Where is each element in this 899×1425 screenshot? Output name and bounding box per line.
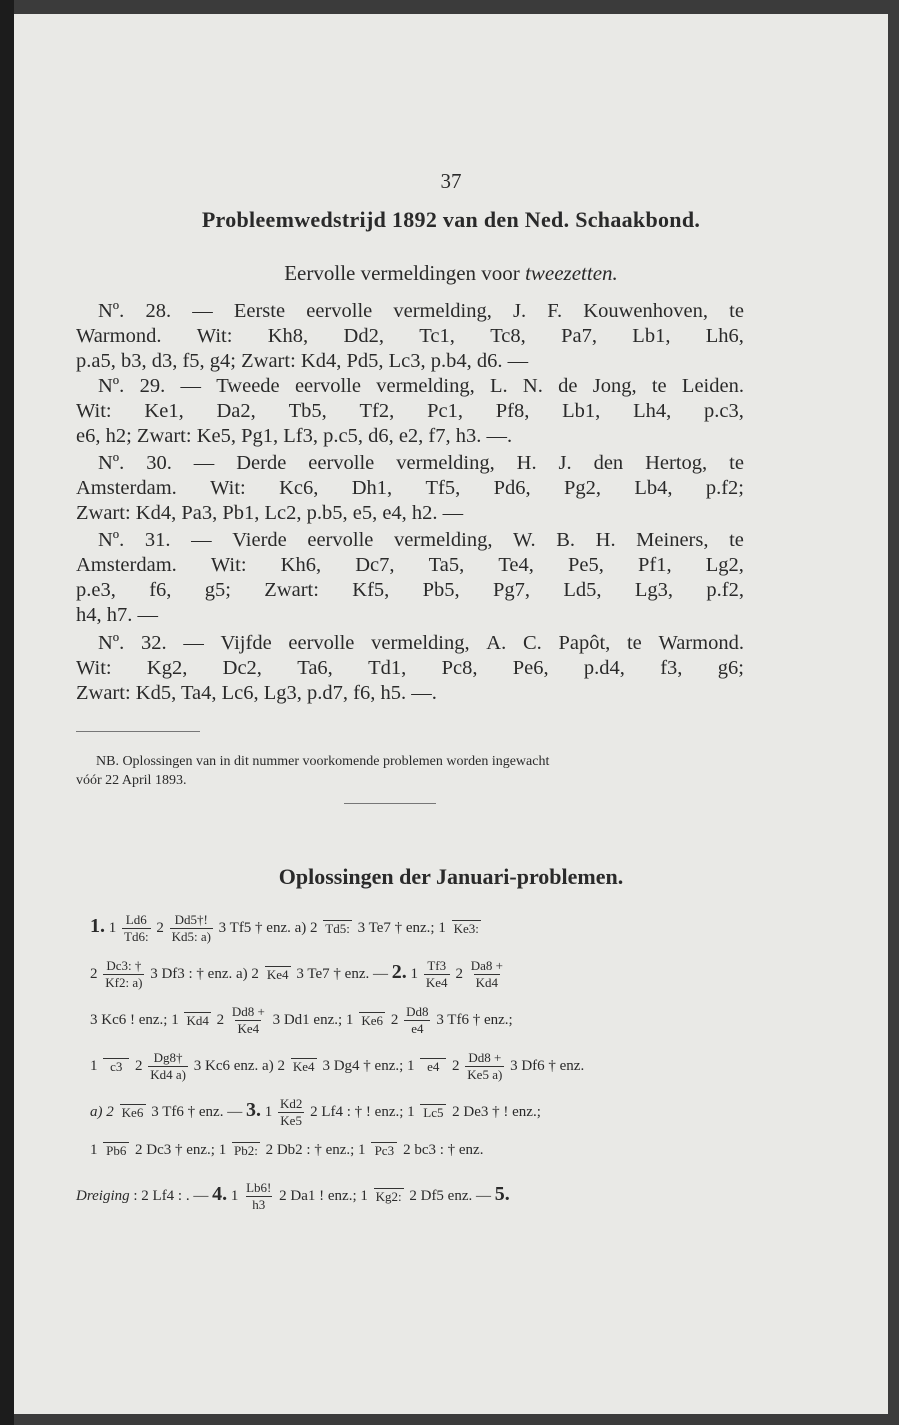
word: eervolle bbox=[307, 529, 374, 551]
move-top: Dc3: † bbox=[106, 958, 142, 973]
word: Lg3, bbox=[634, 579, 674, 601]
move-fraction bbox=[420, 1058, 446, 1075]
solution-row bbox=[90, 1050, 584, 1083]
solution-row bbox=[90, 958, 507, 991]
move-bottom: Pc3 bbox=[371, 1142, 397, 1159]
move-text: 2 bbox=[452, 1057, 460, 1074]
word: Nº. bbox=[98, 452, 125, 474]
move-fraction bbox=[278, 1096, 304, 1129]
word: Pf8, bbox=[495, 400, 530, 422]
move-text: 3 Dd1 enz.; 1 bbox=[272, 1011, 354, 1028]
move-top: Dg8† bbox=[153, 1050, 183, 1065]
move-fraction bbox=[323, 920, 352, 937]
move-top: Dd8 + bbox=[231, 1004, 265, 1019]
word: Wit: bbox=[76, 400, 112, 422]
word: te bbox=[729, 529, 744, 551]
move-fraction bbox=[452, 920, 481, 937]
word: Pg2, bbox=[563, 477, 601, 499]
move-bottom: Pb6 bbox=[103, 1142, 129, 1159]
move-text: 3 Te7 † enz. — bbox=[296, 965, 388, 982]
word: Wit: bbox=[210, 477, 246, 499]
move-bottom: Ke6 bbox=[120, 1104, 146, 1121]
word: Pc1, bbox=[427, 400, 463, 422]
word: Pd6, bbox=[493, 477, 531, 499]
move-text: 3 Df6 † enz. bbox=[510, 1057, 585, 1074]
word: Da2, bbox=[216, 400, 256, 422]
word: Lh4, bbox=[633, 400, 672, 422]
word: Tc1, bbox=[419, 325, 455, 347]
move-top: Tf3 bbox=[427, 958, 447, 973]
word: vermelding, bbox=[396, 452, 495, 474]
text-line bbox=[76, 501, 744, 526]
word: Dc7, bbox=[355, 554, 395, 576]
word: p.d4, bbox=[583, 657, 625, 679]
move-top: Dd5†! bbox=[174, 912, 208, 927]
problem-number: 3. bbox=[245, 1098, 261, 1121]
move-text: 3 Df3 : † enz. a) 2 bbox=[150, 965, 259, 982]
word: H. bbox=[595, 529, 616, 551]
move-fraction bbox=[420, 1104, 446, 1121]
word: Eerste bbox=[233, 300, 286, 322]
text-line bbox=[76, 553, 744, 578]
footnote bbox=[76, 752, 744, 790]
word: Pf1, bbox=[638, 554, 672, 576]
word: F. bbox=[547, 300, 563, 322]
solution-row bbox=[90, 1096, 541, 1129]
word: Ke1, bbox=[144, 400, 184, 422]
word: Nº. bbox=[98, 300, 125, 322]
word: Leiden. bbox=[681, 375, 744, 397]
move-fraction bbox=[120, 1104, 146, 1121]
move-text: : 2 Lf4 : . — bbox=[133, 1187, 209, 1204]
word: Jong, bbox=[592, 375, 637, 397]
word: Ld5, bbox=[563, 579, 602, 601]
word: L. bbox=[489, 375, 508, 397]
word: 29. bbox=[139, 375, 166, 397]
scan-edge bbox=[0, 0, 14, 1425]
move-bottom: Lc5 bbox=[420, 1104, 446, 1121]
word: Dh1, bbox=[351, 477, 393, 499]
move-fraction bbox=[170, 912, 213, 945]
word: Tf5, bbox=[425, 477, 461, 499]
move-bottom: Pb2: bbox=[233, 1143, 258, 1159]
text-line bbox=[76, 374, 744, 399]
word: Td1, bbox=[368, 657, 407, 679]
entry-29 bbox=[76, 374, 744, 449]
word: eervolle bbox=[294, 375, 361, 397]
move-bottom: Ke4 bbox=[424, 974, 450, 991]
move-bottom: Kd4 bbox=[475, 975, 499, 990]
entry-30 bbox=[76, 451, 744, 526]
move-bottom: e4 bbox=[420, 1058, 446, 1075]
word: Kf5, bbox=[352, 579, 390, 601]
text-line bbox=[76, 681, 744, 706]
word: p.f2, bbox=[706, 579, 744, 601]
move-text: 1 bbox=[90, 1057, 98, 1074]
line-text: Zwart: Kd4, Pa3, Pb1, Lc2, p.b5, e5, e4, h2. — bbox=[76, 502, 464, 524]
move-bottom: Kg2: bbox=[375, 1189, 402, 1204]
word: 28. bbox=[145, 300, 172, 322]
word: B. bbox=[556, 529, 576, 551]
word: Kouwenhoven, bbox=[583, 300, 708, 322]
word: W. bbox=[513, 529, 536, 551]
word: Tb5, bbox=[288, 400, 327, 422]
word: — bbox=[192, 300, 213, 322]
move-text: 2 Lf4 : † ! enz.; 1 bbox=[310, 1103, 415, 1120]
text-line bbox=[76, 451, 744, 476]
word: J. bbox=[558, 452, 572, 474]
move-fraction bbox=[230, 1004, 267, 1037]
word: vermelding, bbox=[393, 529, 493, 551]
move-text: 2 bbox=[216, 1011, 225, 1028]
move-bottom: Ke6 bbox=[359, 1012, 385, 1029]
word: Wit: bbox=[76, 657, 112, 679]
text-line bbox=[76, 299, 744, 324]
word: Warmond. bbox=[658, 632, 744, 654]
word: Kg2, bbox=[146, 657, 188, 679]
word: Zwart: bbox=[264, 579, 319, 601]
line-text: h4, h7. — bbox=[76, 604, 158, 626]
word: vermelding, bbox=[393, 300, 492, 322]
move-fraction bbox=[122, 912, 151, 945]
word: Wit: bbox=[210, 554, 247, 576]
line-text: Zwart: Kd5, Ta4, Lc6, Lg3, p.d7, f6, h5. —. bbox=[76, 682, 437, 704]
entry-31 bbox=[76, 528, 744, 628]
word: p.f2; bbox=[705, 477, 744, 499]
word: Kh8, bbox=[267, 325, 309, 347]
word: Pa7, bbox=[561, 325, 597, 347]
move-text: 2 bbox=[390, 1011, 399, 1028]
move-fraction bbox=[465, 1050, 504, 1083]
word: den bbox=[593, 452, 624, 474]
word: f3, bbox=[660, 657, 683, 679]
word: 31. bbox=[144, 529, 171, 551]
word: Dc2, bbox=[222, 657, 262, 679]
move-text: 2 bbox=[135, 1057, 143, 1074]
move-fraction bbox=[244, 1180, 273, 1213]
move-fraction bbox=[359, 1012, 385, 1029]
word: g6; bbox=[717, 657, 744, 679]
word: te bbox=[729, 452, 744, 474]
solution-row bbox=[90, 1142, 483, 1159]
text-line bbox=[76, 578, 744, 603]
move-text: 3 Tf6 † enz.; bbox=[436, 1011, 513, 1028]
text-line bbox=[76, 424, 744, 449]
move-text: 1 bbox=[264, 1103, 273, 1120]
text-line bbox=[76, 476, 744, 501]
text-line bbox=[76, 631, 744, 656]
move-text: 2 bc3 : † enz. bbox=[403, 1142, 484, 1158]
line-text: e6, h2; Zwart: Ke5, Pg1, Lf3, p.c5, d6, e2, f7, h3. —. bbox=[76, 425, 513, 447]
word: Tweede bbox=[216, 375, 280, 397]
move-bottom: Td5: bbox=[325, 921, 350, 936]
word: — bbox=[180, 375, 201, 397]
page-number: 37 bbox=[440, 169, 462, 193]
subtitle bbox=[14, 261, 888, 286]
word: eervolle bbox=[306, 300, 373, 322]
move-text: Dreiging bbox=[76, 1187, 130, 1204]
move-text: 2 bbox=[156, 919, 164, 936]
word: Lb4, bbox=[634, 477, 673, 499]
solutions-heading: Oplossingen der Januari-problemen. bbox=[278, 864, 624, 889]
text-line bbox=[76, 528, 744, 553]
word: Ta6, bbox=[297, 657, 333, 679]
word: A. bbox=[486, 632, 507, 654]
move-text: 2 Df5 enz. — bbox=[409, 1187, 492, 1204]
move-bottom: Ke5 a) bbox=[467, 1067, 503, 1082]
move-text: 3 Tf6 † enz. — bbox=[151, 1103, 243, 1120]
move-text: 2 bbox=[90, 965, 98, 982]
word: Tc8, bbox=[490, 325, 526, 347]
subtitle-italic: tweezetten. bbox=[525, 261, 618, 285]
word: — bbox=[193, 452, 215, 474]
move-bottom: Kf2: a) bbox=[105, 975, 143, 990]
word: Amsterdam. bbox=[76, 477, 177, 499]
move-fraction bbox=[103, 1142, 129, 1159]
move-top: Dd8 + bbox=[468, 1050, 502, 1065]
move-fraction bbox=[469, 958, 505, 991]
move-text: 1 bbox=[108, 919, 117, 936]
word: Lb1, bbox=[632, 325, 671, 347]
word: te bbox=[651, 375, 667, 397]
word: Nº. bbox=[98, 632, 125, 654]
solution-row bbox=[76, 1180, 510, 1213]
move-top: Da8 + bbox=[470, 958, 503, 973]
move-text: 2 De3 † ! enz.; bbox=[452, 1103, 541, 1120]
move-text: 3 Kc6 ! enz.; 1 bbox=[90, 1011, 179, 1028]
move-bottom: Ke3: bbox=[453, 921, 479, 936]
move-bottom: Kd4 bbox=[186, 1013, 209, 1028]
solution-row bbox=[90, 912, 483, 945]
problem-number: 2. bbox=[391, 960, 407, 983]
move-text: 3 Kc6 enz. a) 2 bbox=[193, 1057, 285, 1074]
subtitle-text: Eervolle vermeldingen voor bbox=[284, 261, 520, 285]
move-top: Lb6! bbox=[246, 1180, 272, 1195]
word: Ta5, bbox=[428, 554, 465, 576]
page bbox=[14, 14, 888, 1414]
word: Meiners, bbox=[636, 529, 709, 551]
text-line bbox=[76, 603, 744, 628]
move-bottom: Ke4 bbox=[265, 966, 291, 983]
word: Kc6, bbox=[279, 477, 319, 499]
word: te bbox=[729, 300, 744, 322]
move-text: 1 bbox=[230, 1187, 239, 1204]
word: Kh6, bbox=[280, 554, 322, 576]
word: Lb1, bbox=[562, 400, 601, 422]
move-text: 3 Dg4 † enz.; 1 bbox=[322, 1057, 415, 1074]
word: eervolle bbox=[288, 632, 355, 654]
move-fraction bbox=[404, 1004, 430, 1037]
move-fraction bbox=[184, 1012, 210, 1029]
word: H. bbox=[516, 452, 537, 474]
move-fraction bbox=[291, 1058, 317, 1075]
text-line bbox=[76, 399, 744, 424]
word: Pe6, bbox=[512, 657, 549, 679]
move-fraction bbox=[103, 1058, 129, 1075]
problem-number: 1. bbox=[90, 914, 105, 937]
footnote-line bbox=[76, 771, 744, 790]
word: eervolle bbox=[308, 452, 375, 474]
move-text: 3 Te7 † enz.; 1 bbox=[357, 919, 446, 936]
footnote-text: NB. Oplossingen van in dit nummer voorkomende problemen worden ingewacht bbox=[96, 754, 550, 769]
move-text: 3 Tf5 † enz. a) 2 bbox=[218, 919, 318, 936]
text-line bbox=[76, 324, 744, 349]
page-title: Probleemwedstrijd 1892 van den Ned. Schaakbond. bbox=[201, 207, 701, 232]
word: Dd2, bbox=[343, 325, 384, 347]
word: Tf2, bbox=[359, 400, 395, 422]
word: 30. bbox=[146, 452, 172, 474]
move-bottom: h3 bbox=[246, 1196, 272, 1213]
word: Te4, bbox=[498, 554, 534, 576]
move-bottom: c3 bbox=[103, 1058, 129, 1075]
move-fraction bbox=[103, 958, 144, 991]
word: Derde bbox=[236, 452, 287, 474]
move-bottom: e4 bbox=[404, 1020, 430, 1037]
move-fraction bbox=[424, 958, 450, 991]
move-text: 2 Db2 : † enz.; 1 bbox=[265, 1142, 366, 1158]
solution-row bbox=[90, 1004, 513, 1037]
word: g5; bbox=[204, 579, 231, 601]
word: Nº. bbox=[98, 375, 125, 397]
move-fraction bbox=[232, 1142, 260, 1159]
move-fraction bbox=[371, 1142, 397, 1159]
word: C. bbox=[522, 632, 542, 654]
move-bottom: Ke5 bbox=[278, 1112, 304, 1129]
entry-32 bbox=[76, 631, 744, 706]
word: Amsterdam. bbox=[76, 554, 177, 576]
move-text: 2 Da1 ! enz.; 1 bbox=[279, 1187, 368, 1204]
word: Pc8, bbox=[441, 657, 478, 679]
move-text: 1 bbox=[90, 1142, 98, 1158]
section-divider bbox=[344, 803, 436, 804]
word: Papôt, bbox=[558, 632, 611, 654]
entry-28 bbox=[76, 299, 744, 374]
word: Wit: bbox=[196, 325, 233, 347]
footnote-rule bbox=[76, 731, 200, 732]
problem-number: 4. bbox=[212, 1182, 228, 1205]
line-text: p.a5, b3, d3, f5, g4; Zwart: Kd4, Pd5, Lc3, p.b4, d6. — bbox=[76, 350, 529, 372]
word: 32. bbox=[141, 632, 167, 654]
word: Warmond. bbox=[76, 325, 162, 347]
move-bottom: Td6: bbox=[124, 929, 149, 944]
move-text: a) 2 bbox=[90, 1103, 114, 1120]
word: N. bbox=[522, 375, 543, 397]
word: f6, bbox=[149, 579, 172, 601]
footnote-line bbox=[76, 752, 744, 771]
word: vermelding, bbox=[371, 632, 470, 654]
word: Nº. bbox=[98, 529, 125, 551]
word: Vierde bbox=[232, 529, 287, 551]
move-top: Kd2 bbox=[279, 1096, 303, 1111]
word: J. bbox=[513, 300, 527, 322]
move-fraction bbox=[148, 1050, 188, 1083]
word: vermelding, bbox=[376, 375, 475, 397]
word: de bbox=[558, 375, 578, 397]
move-text: 1 bbox=[410, 965, 418, 982]
word: — bbox=[191, 529, 212, 551]
word: Lh6, bbox=[705, 325, 744, 347]
word: Pe5, bbox=[568, 554, 604, 576]
word: p.c3, bbox=[704, 400, 744, 422]
move-bottom: Ke4 bbox=[235, 1020, 261, 1037]
word: p.e3, bbox=[76, 579, 116, 601]
footnote-text: vóór 22 April 1893. bbox=[76, 773, 187, 788]
word: Lg2, bbox=[705, 554, 744, 576]
word: — bbox=[183, 632, 204, 654]
move-fraction bbox=[374, 1188, 404, 1205]
move-text: 2 bbox=[455, 965, 463, 982]
word: Pg7, bbox=[493, 579, 531, 601]
word: Vijfde bbox=[220, 632, 272, 654]
word: Hertog, bbox=[645, 452, 708, 474]
word: Pb5, bbox=[422, 579, 460, 601]
problem-number: 5. bbox=[494, 1182, 510, 1205]
move-fraction bbox=[265, 966, 291, 983]
text-line bbox=[76, 656, 744, 681]
move-bottom: Ke4 bbox=[291, 1058, 317, 1075]
word: te bbox=[626, 632, 642, 654]
move-bottom: Kd4 a) bbox=[150, 1067, 186, 1082]
move-top: Dd8 bbox=[406, 1004, 429, 1019]
move-bottom: Kd5: a) bbox=[171, 929, 211, 944]
move-top: Ld6 bbox=[125, 912, 147, 927]
move-text: 2 Dc3 † enz.; 1 bbox=[135, 1142, 227, 1158]
text-line bbox=[76, 349, 744, 374]
